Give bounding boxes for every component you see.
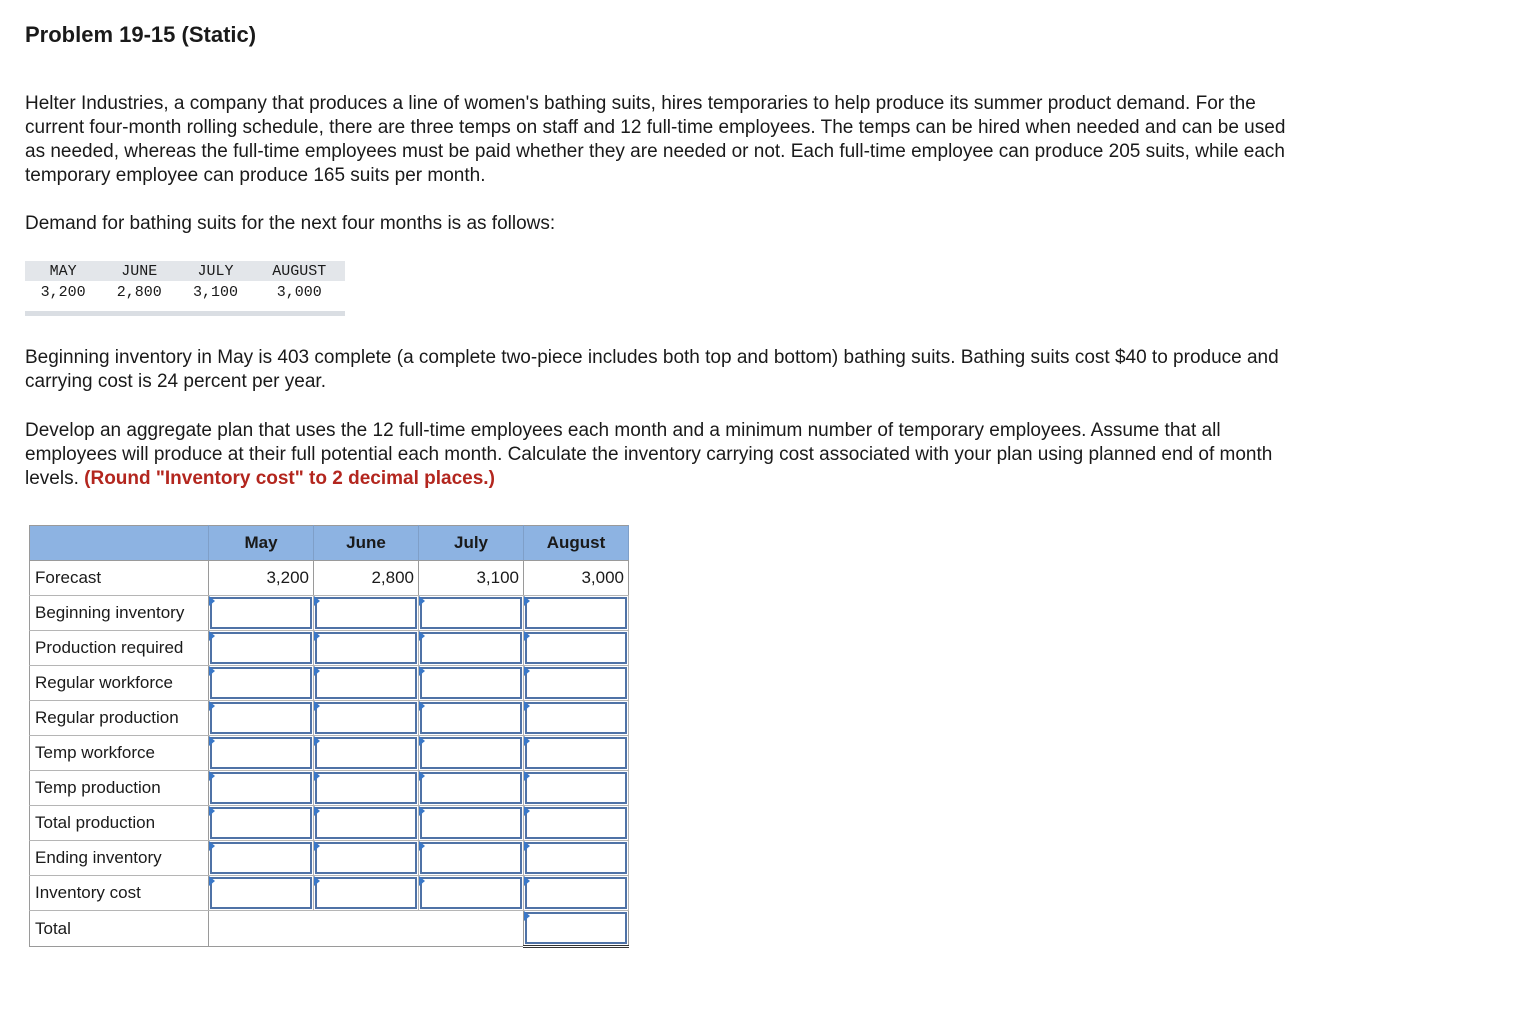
ending-inventory-input-box-june bbox=[315, 842, 417, 874]
beginning-inventory-input-box-august bbox=[525, 597, 627, 629]
answer-marker-icon bbox=[419, 631, 425, 641]
answer-marker-icon bbox=[209, 631, 215, 641]
answer-marker-icon bbox=[524, 631, 530, 641]
production-required-input-july[interactable] bbox=[422, 634, 520, 662]
answer-marker-icon bbox=[524, 876, 530, 886]
production-required-input-box-august bbox=[525, 632, 627, 664]
instructions-paragraph bbox=[25, 419, 1295, 491]
total-production-input-box-june bbox=[315, 807, 417, 839]
beginning-inventory-input-may[interactable] bbox=[212, 599, 310, 627]
regular-workforce-cell-may bbox=[209, 666, 314, 701]
regular-workforce-input-box-may bbox=[210, 667, 312, 699]
answer-marker-icon bbox=[419, 596, 425, 606]
regular-workforce-label: Regular workforce bbox=[30, 666, 209, 701]
production-required-input-box-may bbox=[210, 632, 312, 664]
demand-header-may: MAY bbox=[25, 261, 101, 281]
answer-marker-icon bbox=[209, 666, 215, 676]
temp-workforce-input-box-may bbox=[210, 737, 312, 769]
answer-marker-icon bbox=[314, 631, 320, 641]
regular-workforce-row bbox=[30, 666, 629, 701]
temp-workforce-cell-july bbox=[419, 736, 524, 771]
inventory-cost-input-box-august bbox=[525, 877, 627, 909]
answer-marker-icon bbox=[314, 736, 320, 746]
production-required-cell-june bbox=[314, 631, 419, 666]
plan-header-july: July bbox=[419, 526, 524, 561]
regular-production-cell-may bbox=[209, 701, 314, 736]
answer-marker-icon bbox=[209, 806, 215, 816]
regular-production-input-july[interactable] bbox=[422, 704, 520, 732]
temp-workforce-input-june[interactable] bbox=[317, 739, 415, 767]
production-required-row bbox=[30, 631, 629, 666]
answer-marker-icon bbox=[314, 666, 320, 676]
temp-workforce-input-may[interactable] bbox=[212, 739, 310, 767]
ending-inventory-input-box-july bbox=[420, 842, 522, 874]
forecast-label: Forecast bbox=[30, 561, 209, 596]
regular-workforce-cell-july bbox=[419, 666, 524, 701]
answer-marker-icon bbox=[314, 841, 320, 851]
regular-workforce-input-box-july bbox=[420, 667, 522, 699]
answer-marker-icon bbox=[419, 701, 425, 711]
production-required-input-august[interactable] bbox=[527, 634, 625, 662]
answer-marker-icon bbox=[314, 876, 320, 886]
inventory-cost-cell-june bbox=[314, 876, 419, 911]
regular-production-input-may[interactable] bbox=[212, 704, 310, 732]
temp-production-input-box-august bbox=[525, 772, 627, 804]
beginning-inventory-cell-august bbox=[524, 596, 629, 631]
ending-inventory-input-june[interactable] bbox=[317, 844, 415, 872]
regular-workforce-input-august[interactable] bbox=[527, 669, 625, 697]
temp-production-cell-july bbox=[419, 771, 524, 806]
temp-production-input-box-may bbox=[210, 772, 312, 804]
ending-inventory-input-box-may bbox=[210, 842, 312, 874]
production-required-cell-august bbox=[524, 631, 629, 666]
answer-marker-icon bbox=[209, 596, 215, 606]
regular-production-cell-august bbox=[524, 701, 629, 736]
answer-marker-icon bbox=[314, 771, 320, 781]
beginning-inventory-cell-may bbox=[209, 596, 314, 631]
plan-header-june: June bbox=[314, 526, 419, 561]
inventory-cost-cell-may bbox=[209, 876, 314, 911]
production-required-input-june[interactable] bbox=[317, 634, 415, 662]
temp-workforce-cell-august bbox=[524, 736, 629, 771]
answer-marker-icon bbox=[314, 596, 320, 606]
temp-workforce-cell-june bbox=[314, 736, 419, 771]
beginning-inventory-input-june[interactable] bbox=[317, 599, 415, 627]
answer-marker-icon bbox=[419, 841, 425, 851]
answer-marker-icon bbox=[524, 911, 530, 921]
total-row-spacer bbox=[209, 911, 524, 947]
forecast-july: 3,100 bbox=[419, 561, 524, 596]
plan-header-august: August bbox=[524, 526, 629, 561]
ending-inventory-cell-june bbox=[314, 841, 419, 876]
total-production-input-box-may bbox=[210, 807, 312, 839]
total-inventory-cost-input[interactable] bbox=[527, 914, 625, 942]
ending-inventory-input-august[interactable] bbox=[527, 844, 625, 872]
answer-marker-icon bbox=[524, 771, 530, 781]
production-required-input-box-june bbox=[315, 632, 417, 664]
answer-marker-icon bbox=[209, 771, 215, 781]
demand-value-july: 3,100 bbox=[192, 283, 238, 301]
problem-title: Problem 19-15 (Static) bbox=[25, 22, 257, 47]
ending-inventory-input-may[interactable] bbox=[212, 844, 310, 872]
ending-inventory-row bbox=[30, 841, 629, 876]
total-production-cell-august bbox=[524, 806, 629, 841]
demand-header-july: JULY bbox=[177, 261, 253, 281]
temp-production-input-box-june bbox=[315, 772, 417, 804]
beginning-inventory-cell-july bbox=[419, 596, 524, 631]
inventory-cost-input-box-may bbox=[210, 877, 312, 909]
regular-production-input-box-july bbox=[420, 702, 522, 734]
temp-workforce-input-august[interactable] bbox=[527, 739, 625, 767]
demand-header-june: JUNE bbox=[101, 261, 177, 281]
temp-production-input-august[interactable] bbox=[527, 774, 625, 802]
total-production-cell-july bbox=[419, 806, 524, 841]
temp-production-cell-may bbox=[209, 771, 314, 806]
inventory-cost-input-box-june bbox=[315, 877, 417, 909]
regular-workforce-input-box-june bbox=[315, 667, 417, 699]
total-cell bbox=[524, 911, 629, 947]
answer-marker-icon bbox=[314, 701, 320, 711]
instructions-text: Develop an aggregate plan that uses the 12 full-time employees each month and a minimum number of temporary employees. Assume that all employees will produce at their full potential each month. Calculate the inventory carrying cost associated with your plan using planned end of month levels. bbox=[25, 420, 1273, 489]
inventory-cost-row bbox=[30, 876, 629, 911]
ending-inventory-label: Ending inventory bbox=[30, 841, 209, 876]
forecast-may: 3,200 bbox=[209, 561, 314, 596]
temp-production-label: Temp production bbox=[30, 771, 209, 806]
answer-marker-icon bbox=[524, 701, 530, 711]
beginning-inventory-input-august[interactable] bbox=[527, 599, 625, 627]
beginning-inventory-input-box-may bbox=[210, 597, 312, 629]
total-input-box bbox=[525, 912, 627, 944]
beginning-inventory-label: Beginning inventory bbox=[30, 596, 209, 631]
demand-value-may: 3,200 bbox=[40, 283, 86, 301]
answer-marker-icon bbox=[524, 806, 530, 816]
inventory-cost-input-june[interactable] bbox=[317, 879, 415, 907]
production-required-cell-july bbox=[419, 631, 524, 666]
temp-workforce-cell-may bbox=[209, 736, 314, 771]
regular-production-cell-july bbox=[419, 701, 524, 736]
production-required-cell-may bbox=[209, 631, 314, 666]
answer-marker-icon bbox=[419, 771, 425, 781]
regular-production-input-box-august bbox=[525, 702, 627, 734]
production-required-label: Production required bbox=[30, 631, 209, 666]
total-production-label: Total production bbox=[30, 806, 209, 841]
answer-marker-icon bbox=[419, 876, 425, 886]
temp-workforce-input-july[interactable] bbox=[422, 739, 520, 767]
answer-marker-icon bbox=[524, 666, 530, 676]
temp-workforce-row bbox=[30, 736, 629, 771]
regular-workforce-cell-august bbox=[524, 666, 629, 701]
answer-marker-icon bbox=[209, 841, 215, 851]
regular-production-row bbox=[30, 701, 629, 736]
demand-value-june: 2,800 bbox=[116, 283, 162, 301]
temp-production-input-july[interactable] bbox=[422, 774, 520, 802]
temp-workforce-label: Temp workforce bbox=[30, 736, 209, 771]
answer-marker-icon bbox=[524, 736, 530, 746]
total-production-input-august[interactable] bbox=[527, 809, 625, 837]
plan-header-may: May bbox=[209, 526, 314, 561]
total-production-input-july[interactable] bbox=[422, 809, 520, 837]
total-production-input-box-july bbox=[420, 807, 522, 839]
ending-inventory-input-box-august bbox=[525, 842, 627, 874]
total-production-input-may[interactable] bbox=[212, 809, 310, 837]
regular-production-label: Regular production bbox=[30, 701, 209, 736]
inventory-cost-cell-july bbox=[419, 876, 524, 911]
beginning-inventory-input-box-july bbox=[420, 597, 522, 629]
ending-inventory-input-july[interactable] bbox=[422, 844, 520, 872]
beginning-inventory-row bbox=[30, 596, 629, 631]
temp-workforce-input-box-august bbox=[525, 737, 627, 769]
answer-marker-icon bbox=[419, 806, 425, 816]
answer-marker-icon bbox=[209, 701, 215, 711]
demand-value-august: 3,000 bbox=[276, 283, 322, 301]
total-production-input-june[interactable] bbox=[317, 809, 415, 837]
regular-production-input-box-june bbox=[315, 702, 417, 734]
answer-marker-icon bbox=[419, 666, 425, 676]
answer-marker-icon bbox=[524, 596, 530, 606]
demand-intro: Demand for bathing suits for the next four months is as follows: bbox=[25, 213, 556, 234]
regular-production-input-june[interactable] bbox=[317, 704, 415, 732]
temp-production-cell-june bbox=[314, 771, 419, 806]
forecast-august: 3,000 bbox=[524, 561, 629, 596]
answer-marker-icon bbox=[524, 841, 530, 851]
temp-production-row bbox=[30, 771, 629, 806]
production-required-input-may[interactable] bbox=[212, 634, 310, 662]
demand-table-rule bbox=[25, 311, 345, 316]
ending-inventory-cell-july bbox=[419, 841, 524, 876]
answer-marker-icon bbox=[419, 736, 425, 746]
total-label: Total bbox=[30, 911, 209, 947]
demand-header-august: AUGUST bbox=[254, 261, 345, 281]
regular-production-cell-june bbox=[314, 701, 419, 736]
regular-production-input-box-may bbox=[210, 702, 312, 734]
temp-production-cell-august bbox=[524, 771, 629, 806]
temp-production-input-box-july bbox=[420, 772, 522, 804]
rounding-note: (Round "Inventory cost" to 2 decimal places.) bbox=[84, 468, 495, 489]
beginning-inventory-input-box-june bbox=[315, 597, 417, 629]
forecast-june: 2,800 bbox=[314, 561, 419, 596]
inventory-cost-cell-august bbox=[524, 876, 629, 911]
total-production-input-box-august bbox=[525, 807, 627, 839]
intro-paragraph: Helter Industries, a company that produces a line of women's bathing suits, hires temporaries to help produce its summer product demand. For the current four-month rolling schedule, there are three temps on staff and 12 full-time employees. The temps can be hired when needed and can be used as needed, whereas the full-time employees must be paid whether they are needed or not. Each full-time employee can produce 205 suits, while each temporary employee can produce 165 suits per month. bbox=[25, 93, 1286, 186]
plan-header-blank bbox=[30, 526, 209, 561]
total-production-cell-may bbox=[209, 806, 314, 841]
production-required-input-box-july bbox=[420, 632, 522, 664]
temp-production-input-may[interactable] bbox=[212, 774, 310, 802]
ending-inventory-cell-may bbox=[209, 841, 314, 876]
regular-workforce-input-may[interactable] bbox=[212, 669, 310, 697]
regular-workforce-input-june[interactable] bbox=[317, 669, 415, 697]
aggregate-plan-table bbox=[29, 525, 629, 948]
inventory-cost-input-july[interactable] bbox=[422, 879, 520, 907]
total-production-cell-june bbox=[314, 806, 419, 841]
inventory-cost-input-may[interactable] bbox=[212, 879, 310, 907]
answer-marker-icon bbox=[209, 876, 215, 886]
temp-workforce-input-box-july bbox=[420, 737, 522, 769]
inventory-cost-input-august[interactable] bbox=[527, 879, 625, 907]
regular-workforce-input-july[interactable] bbox=[422, 669, 520, 697]
inventory-cost-label: Inventory cost bbox=[30, 876, 209, 911]
answer-marker-icon bbox=[314, 806, 320, 816]
beginning-inventory-input-july[interactable] bbox=[422, 599, 520, 627]
regular-workforce-input-box-august bbox=[525, 667, 627, 699]
inventory-paragraph: Beginning inventory in May is 403 complete (a complete two-piece includes both top and bottom) bathing suits. Bathing suits cost $40 to produce and carrying cost is 24 percent per year. bbox=[25, 347, 1279, 392]
regular-workforce-cell-june bbox=[314, 666, 419, 701]
demand-table bbox=[25, 261, 345, 303]
temp-workforce-input-box-june bbox=[315, 737, 417, 769]
beginning-inventory-cell-june bbox=[314, 596, 419, 631]
total-production-row bbox=[30, 806, 629, 841]
ending-inventory-cell-august bbox=[524, 841, 629, 876]
temp-production-input-june[interactable] bbox=[317, 774, 415, 802]
regular-production-input-august[interactable] bbox=[527, 704, 625, 732]
forecast-row bbox=[30, 561, 629, 596]
total-row bbox=[30, 911, 629, 947]
answer-marker-icon bbox=[209, 736, 215, 746]
inventory-cost-input-box-july bbox=[420, 877, 522, 909]
